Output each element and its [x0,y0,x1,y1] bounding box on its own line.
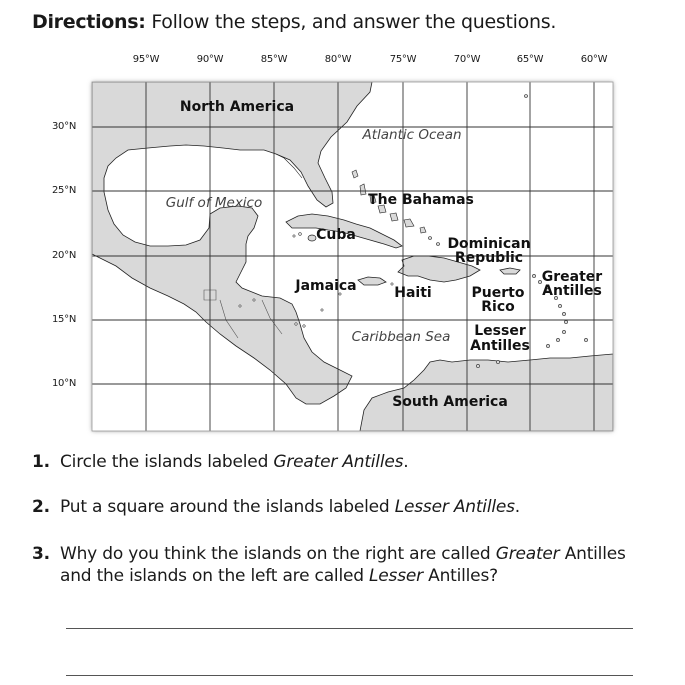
caribbean-map [80,70,625,442]
lon-label-85w: 85°W [260,54,288,65]
question-2-emphasis: Lesser Antilles [394,497,515,517]
lon-label-80w: 80°W [324,54,352,65]
question-1-text: Circle the islands labeled [60,452,274,472]
label-cuba: Cuba [316,227,356,243]
question-1-emphasis: Greater Antilles [273,452,404,472]
lat-label-30n: 30°N [52,121,77,132]
lon-label-60w: 60°W [580,54,608,65]
label-jamaica: Jamaica [295,278,357,294]
question-3-line2-text: and the islands on the left are called [60,566,370,586]
lon-label-75w: 75°W [389,54,417,65]
label-lesser-antilles-line1: Lesser [474,323,526,339]
directions-text: Follow the steps, and answer the questions. [145,11,557,33]
question-3-line1-text: Why do you think the islands on the right are called [60,544,496,564]
lat-label-25n: 25°N [52,185,77,196]
question-3-line2-emphasis: Lesser [369,566,423,586]
label-atlantic-ocean: Atlantic Ocean [362,127,462,143]
lon-label-65w: 65°W [516,54,544,65]
label-south-america: South America [392,394,508,410]
label-greater-antilles-line1: Greater [541,269,603,285]
label-caribbean-sea: Caribbean Sea [351,329,451,345]
label-greater-antilles-line2: Antilles [542,283,602,299]
label-the-bahamas: The Bahamas [368,192,474,208]
lat-label-10n: 10°N [52,378,77,389]
lon-label-70w: 70°W [453,54,481,65]
question-2-text: Put a square around the islands labeled [60,497,395,517]
question-1-number: 1. [32,452,50,472]
lat-label-15n: 15°N [52,314,77,325]
directions [32,11,556,33]
lon-label-95w: 95°W [132,54,160,65]
question-3-number: 3. [32,544,50,564]
label-puerto-rico-line2: Rico [481,299,515,315]
answer-line-1[interactable] [66,628,633,629]
question-1 [32,451,409,473]
question-2 [32,496,520,518]
answer-line-2[interactable] [66,675,633,676]
label-puerto-rico-line1: Puerto [471,285,525,301]
question-2-end: . [514,497,521,517]
question-2-number: 2. [32,497,50,517]
label-north-america: North America [179,99,295,115]
label-haiti: Haiti [394,285,432,301]
question-1-end: . [403,452,409,472]
question-3-line2-end: Antilles? [422,566,498,586]
question-3-line1-emphasis: Greater [495,544,560,564]
label-gulf-of-mexico: Gulf of Mexico [165,195,263,211]
label-dominican-republic-line1: Dominican [447,236,531,252]
lat-label-20n: 20°N [52,250,77,261]
question-3-line1-end: Antilles [559,544,626,564]
directions-label: Directions: [32,11,146,33]
label-dominican-republic-line2: Republic [454,250,524,266]
lon-label-90w: 90°W [196,54,224,65]
question-3 [32,543,626,587]
label-lesser-antilles-line2: Antilles [470,338,530,354]
